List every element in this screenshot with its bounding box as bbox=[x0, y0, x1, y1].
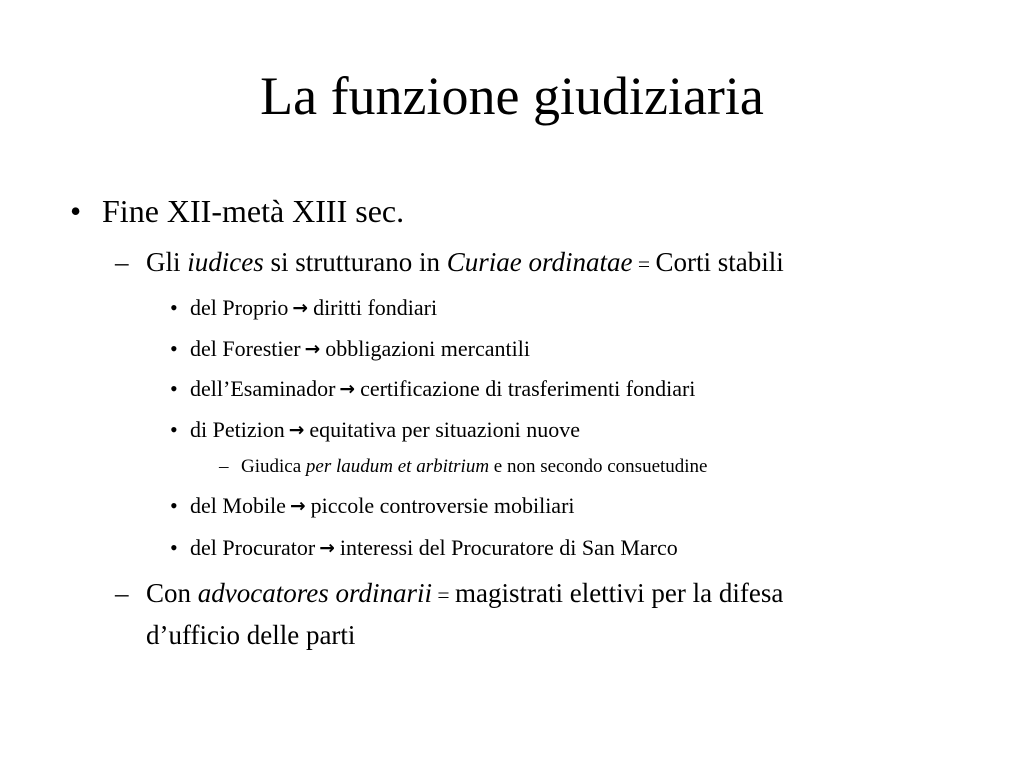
term-iudices: iudices bbox=[187, 247, 264, 277]
court-name: del Proprio bbox=[190, 295, 289, 320]
text-fragment: Giudica bbox=[241, 456, 306, 477]
court-desc: obbligazioni mercantili bbox=[325, 336, 530, 361]
arrow-right-icon: → bbox=[288, 420, 305, 441]
court-name: del Mobile bbox=[190, 493, 286, 518]
text-fragment: si strutturano in bbox=[263, 247, 447, 277]
sub-bullet-iudices bbox=[146, 246, 784, 280]
term-curiae-ordinatae: Curiae ordinatae bbox=[446, 247, 633, 277]
court-item-esaminador bbox=[190, 375, 695, 405]
court-name: di Petizion bbox=[190, 417, 285, 442]
term-per-laudum: per laudum et arbitrium bbox=[305, 456, 490, 477]
bullet-fine-xii: Fine XII-metà XIII sec. bbox=[102, 193, 405, 229]
court-item-forestier bbox=[190, 335, 530, 365]
text-fragment: Con bbox=[146, 578, 198, 608]
arrow-right-icon: → bbox=[339, 379, 356, 400]
equals-sign: = bbox=[432, 583, 455, 607]
court-item-petizion bbox=[190, 416, 580, 446]
arrow-right-icon: → bbox=[292, 298, 309, 319]
court-desc: certificazione di trasferimenti fondiari bbox=[360, 376, 696, 401]
text-fragment: Gli bbox=[146, 247, 188, 277]
equals-sign: = bbox=[632, 252, 656, 276]
bullet-marker: • bbox=[170, 493, 178, 518]
bullet-marker: • bbox=[70, 193, 82, 229]
court-desc: diritti fondiari bbox=[313, 295, 438, 320]
arrow-right-icon: → bbox=[304, 339, 321, 360]
text-fragment: Corti stabili bbox=[655, 247, 784, 277]
court-item-procurator bbox=[190, 534, 678, 564]
term-advocatores: advocatores ordinarii bbox=[197, 578, 432, 608]
text-fragment: magistrati elettivi per la difesa bbox=[454, 578, 784, 608]
court-desc: interessi del Procuratore di San Marco bbox=[339, 535, 678, 560]
dash-marker: – bbox=[219, 456, 229, 477]
bullet-marker: • bbox=[170, 376, 178, 401]
court-name: del Procurator bbox=[190, 535, 316, 560]
dash-marker: – bbox=[115, 247, 129, 277]
petizion-note bbox=[241, 455, 708, 479]
court-name: dell’Esaminador bbox=[190, 376, 336, 401]
bullet-marker: • bbox=[170, 417, 178, 442]
arrow-right-icon: → bbox=[319, 538, 335, 559]
bullet-marker: • bbox=[170, 535, 178, 560]
slide-title: La funzione giudiziaria bbox=[260, 66, 764, 126]
court-item-proprio bbox=[190, 294, 437, 324]
sub-bullet-advocatores-continued: d’ufficio delle parti bbox=[146, 620, 356, 650]
dash-marker: – bbox=[115, 578, 129, 608]
court-desc: equitativa per situazioni nuove bbox=[309, 417, 581, 442]
court-item-mobile bbox=[190, 492, 575, 522]
sub-bullet-advocatores bbox=[146, 577, 783, 611]
bullet-marker: • bbox=[170, 336, 178, 361]
bullet-marker: • bbox=[170, 295, 178, 320]
court-name: del Forestier bbox=[190, 336, 301, 361]
court-desc: piccole controversie mobiliari bbox=[310, 493, 575, 518]
text-fragment: e non secondo consuetudine bbox=[489, 456, 708, 477]
arrow-right-icon: → bbox=[289, 496, 306, 517]
